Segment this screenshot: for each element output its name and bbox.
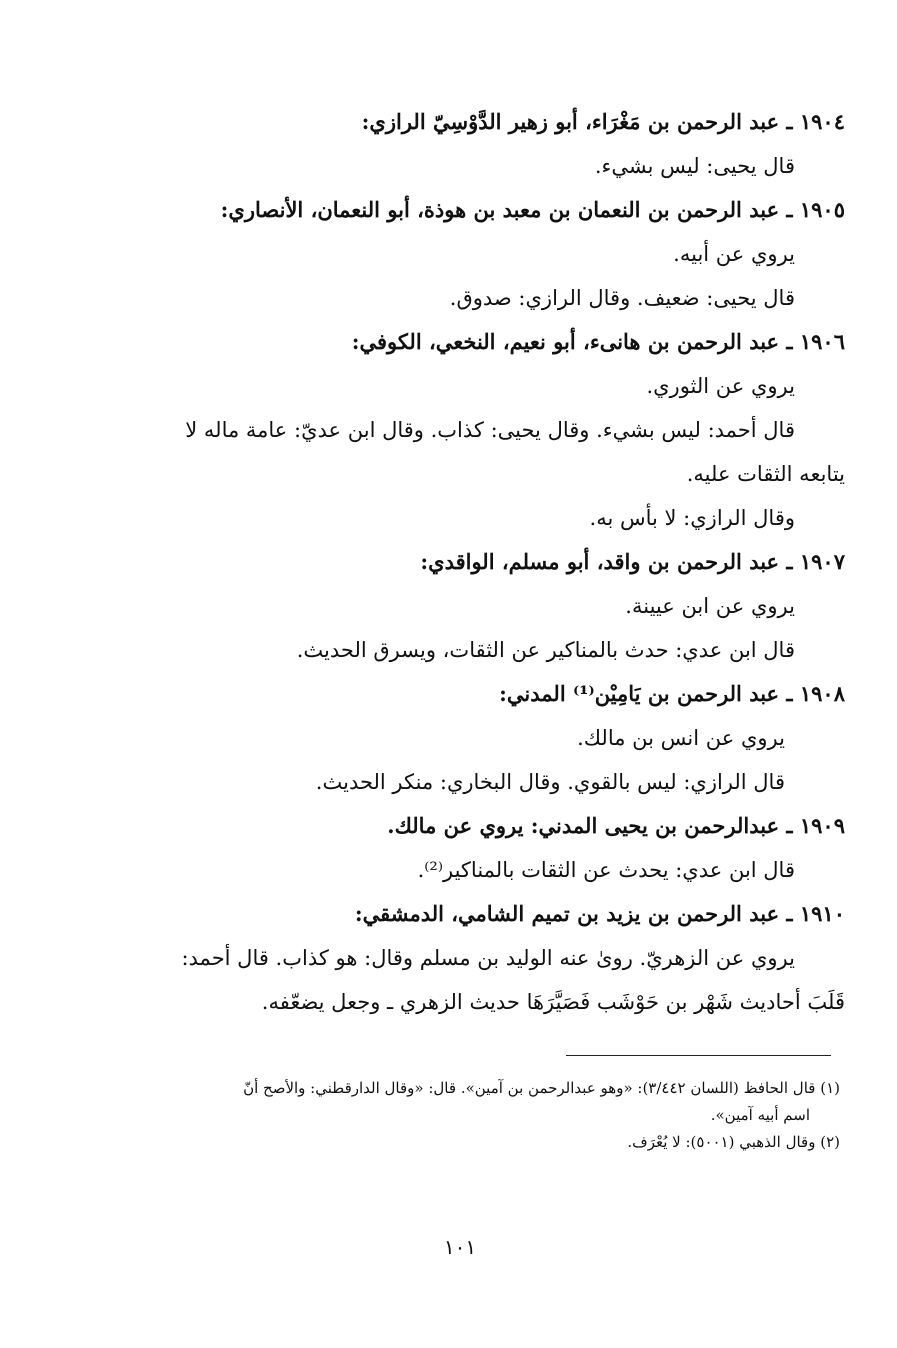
footnote-line: اسم أبيه آمين». — [710, 1106, 810, 1124]
entry-heading: ١٩٠٥ ـ عبد الرحمن بن النعمان بن معبد بن هوذة، أبو النعمان، الأنصاري: — [220, 197, 845, 222]
entry-heading: ١٩٠٧ ـ عبد الرحمن بن واقد، أبو مسلم، الواقدي: — [420, 549, 845, 574]
main-text — [110, 108, 845, 1032]
page-number: ١٠١ — [443, 1235, 477, 1259]
entry-heading: ١٩١٠ ـ عبد الرحمن بن يزيد بن تميم الشامي، الدمشقي: — [354, 901, 845, 926]
entry-line: قال ابن عدي: حدث بالمناكير عن الثقات، ويسرق الحديث. — [296, 638, 795, 662]
entry-line: قال يحيى: ليس بشيء. — [594, 154, 795, 178]
entry-line: يتابعه الثقات عليه. — [686, 462, 845, 486]
entry-line: قال الرازي: ليس بالقوي. وقال البخاري: منكر الحديث. — [315, 770, 785, 794]
entry-line: يروي عن الثوري. — [646, 374, 795, 398]
entry-heading: ١٩٠٤ ـ عبد الرحمن بن مَغْرَاء، أبو زهير الدَّوْسِيّ الرازي: — [361, 109, 845, 134]
entry-line: يروي عن انس بن مالك. — [577, 726, 785, 750]
entry-heading: ١٩٠٩ ـ عبدالرحمن بن يحيى المدني: يروي عن مالك. — [387, 813, 845, 838]
entry-line: قال ابن عدي: يحدث عن الثقات بالمناكير⁽²⁾. — [417, 858, 795, 882]
entry-heading: ١٩٠٨ ـ عبد الرحمن بن يَامِيْن⁽¹⁾ المدني: — [499, 681, 845, 706]
footnote-divider — [566, 1055, 831, 1056]
entry-heading: ١٩٠٦ ـ عبد الرحمن بن هانىء، أبو نعيم، النخعي، الكوفي: — [351, 329, 845, 354]
entry-line: يروي عن الزهريّ. روىٰ عنه الوليد بن مسلم وقال: هو كذاب. قال أحمد: — [181, 946, 795, 970]
entry-line: قَلَبَ أحاديث شَهْر بن حَوْشَب فَصَيَّرَهَا حديث الزهري ـ وجعل يضعّفه. — [261, 990, 845, 1014]
footnotes — [105, 1077, 840, 1158]
entry-line: قال أحمد: ليس بشيء. وقال يحيى: كذاب. وقال ابن عديّ: عامة ماله لا — [185, 418, 795, 442]
footnote-line: (٢) وقال الذهبي (٥٠٠١): لا يُعْرَف. — [627, 1133, 840, 1151]
footnote-line: (١) قال الحافظ (اللسان ٣/٤٤٢): «وهو عبدالرحمن بن آمين». قال: «وقال الدارقطني: والأصح أنّ — [243, 1079, 840, 1097]
entry-line: يروي عن ابن عيينة. — [625, 594, 795, 618]
entry-line: قال يحيى: ضعيف. وقال الرازي: صدوق. — [449, 286, 795, 310]
entry-line: يروي عن أبيه. — [673, 242, 795, 266]
entry-line: وقال الرازي: لا بأس به. — [589, 506, 795, 530]
